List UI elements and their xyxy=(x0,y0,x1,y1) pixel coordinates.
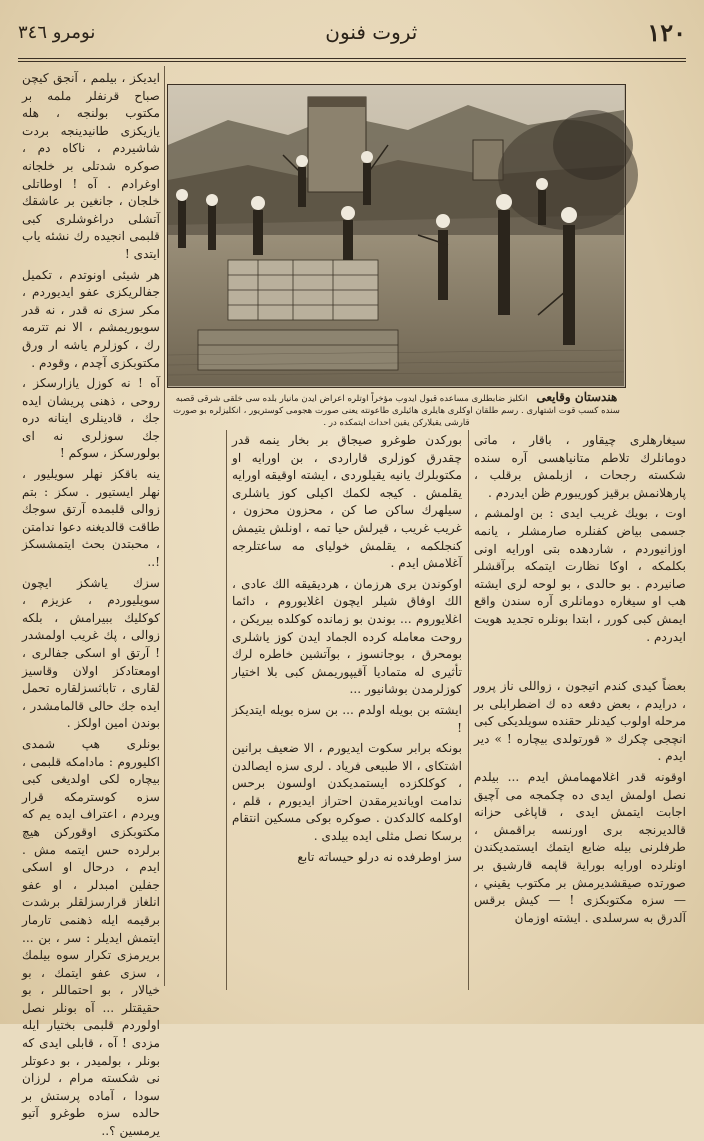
header-rule-thin xyxy=(18,61,686,62)
column-divider xyxy=(226,430,227,990)
text-column-left xyxy=(22,70,160,1139)
header-rule xyxy=(18,58,686,59)
text-column-middle xyxy=(232,432,462,1000)
paragraph: بوركدن طوغرو صيجاق بر بخار ينمه قدر چقدرق كوزلرى قاراردى ، بن اورايه او مكتوبلرك يانيه يقيلوردى ، ايشته اوقيقه اورايه يقلمش . كيجه لكمك اكيلى كوز ياشلرى سيلهرك ساكن صا كن ، محزون محزون ، غريب غريب ، قيرلش حيا تمه ، اونلش يتيمش كنجلكمه ، يقلمش خولياى مه ساعتلرجه آغلامش ايدم . xyxy=(232,433,462,571)
column-divider xyxy=(164,66,165,986)
running-title: ثروت فنون xyxy=(325,20,418,44)
paragraph: سز اوطرفده نه درلو حيساته تابع xyxy=(297,849,462,864)
paragraph: اوقونه قدر اغلامهمامش ايدم ... بيلدم نصل اولمش ايدى ده چكمجه مى آچيق اجابت ايتمش ايدى ، قاپاغى حزانه قالديرنجه برى اورنسه براقمش ، طرفلرنى بيله ضايع ايتمك ايستمديكندن اونلرده اورايه بوراية قاپمه قارشيق بر صورتده صيقشديرمش بر مكتوب يقيني ، — سزه مكتوبكزى ! — كيش برقس آلدرق به سرسلدى . ايشته اوزمان xyxy=(474,769,686,925)
issue-number: نومرو ٣٤٦ xyxy=(18,21,96,43)
engraving-image xyxy=(168,85,624,386)
paragraph: ينه باقكز نهلر سويليور ، نهلر ايستيور . سكز : بتم زوالى قلبمده آرتق سوجك طاقت قالديغنه دعوا ندامتن ، محبتدن بحث ايتمشسكز !.. xyxy=(22,467,160,570)
caption-title: هندستان وقايعى xyxy=(536,390,618,404)
caption-text: انكليز ضابطلرى مساعده قبول ايدوب مؤخراً اوتلره اعراض ايدن مانيار بلده سى خلقى شرقى قصبه سنده كسب قوت اشتهارى . رسم طلقان اوكلرى هايلرى هائيلرى طاعونته يعنى صورت هجومى كوستريور ، انكليزلره بو صورت قارشى يقيلاركن يقين احداث ايتمكده در . xyxy=(173,394,620,428)
page-number: ١٢٠ xyxy=(647,17,686,47)
paragraph: ايشته بن بويله اولدم ... بن سزه بويله ايتديكز ! xyxy=(232,702,462,735)
paragraph: ايديكز ، بيلمم ، آنجق كيچن صباح قرنفلر ملمه بر مكتوب بولنجه ، هله يازيكزى طانيدينجه بردت شاشيردم ، ناكاه دم ، صوكره شدتلى بر خلجانه اوغرادم . آه ! اوطاتلى خلجان ، جانغين بر عاشقك آتشلى دراغوشلرى كبى قلبمى انجيده رك نشئه ياب ايتدى ! xyxy=(22,71,160,261)
paragraph: بونلرى هپ شمدى اكليوروم : مادامكه قلبمى ، بيچاره لكى اولديغى كبى سزه كوسترمكه قرار ويردم ، اعتراف ايده يم كه مكتوبكزى اوقوركن هيچ برلرده حس ايتمه مش . ايدم ، درحال او اسكى جفلين امبدلر ، او عفو انلغاز قرارسزلقلر برشدت برقيمه ايله ذهنمى تارمار ايتمش ايديلر : سر ، بن ... بريرمزى تكرار سوه بيلمك ، سزى عفو ايتمك ، بو خيالار ، بو احتماللر ، بو حقيقتلر ... آه بونلر نصل اولوردم قلبمى بختيار ايله مزدى ! آه ، قابلى ايدى كه بونلر ، بولميدر ، بو دعوتلر نى شكسته مرام ، لرزان سودا ، آماده پرستش بر حالده سزه طوغرو آتيو يرمسين ؟.. xyxy=(22,736,160,1139)
paragraph: سيغارهلرى چيقاور ، باقار ، ماتى دومانلرك تلاطم متانياهسى آره سنده شكسته رجحات ، ازبلمش برقلب ، پارهلانمش برقيز كوريبورم ظن ايدردم . xyxy=(474,433,686,500)
paragraph: هر شيئى اونوتدم ، تكميل جفالريكزى عفو ايديوردم ، مكر سزى نه قدر ، نه قدر سويوريمشم ، الا نم تترمه رك ، كوزلرم ياشه ار ورق مكتوبكزى آچدم ، وقودم . xyxy=(22,267,160,370)
illustration-caption xyxy=(167,391,626,429)
paragraph: بونكه برابر سكوت ايديورم ، الا ضعيف برانين اشتكاى ، الا طبيعى فرياد . لرى سزه ايصالدن ، كوكلكزده ايستمديكدن اولسون برحس ندامت اويانديرمقدن احتراز ايديورم ، قلم ، اوكلمه كالدكدن . صوكره بوكى مسكين انتقام برسكا نصل مثلى ايده بيلدى . xyxy=(232,741,462,844)
paragraph: اوكوندن برى هرزمان ، هرديقيقه الك عادى ، الك اوفاق شيلر ايچون اغلايوروم ، دائما اغلايوروم ... بوندن بو زمانده كوكلده بيريكن ، روحت معامله كرده الجماد ايدن كوز ياشلرى بومحرق ، بوجانسوز ، بوآتشين خاطره لرك تأثيرى له متماديا آقيپوريمش كبى بلا اختيار كوزلرمدن بوشانيور ... xyxy=(232,576,462,697)
paragraph: سزك ياشكز ايچون سويليوردم ، عزيزم ، كوكليك ببيرامش ، بلكه زوالى ، پك غريب اولمشدر ! آرتق او اسكى جفالرى ، اومعتادكز اولان وقاسيز لقارى ، تاباثسزلقاره تحمل ايده جك حالى قالمامشدر ، بوندن امين اولكز . xyxy=(22,575,160,731)
text-column-right-bottom xyxy=(474,678,686,1000)
page-header xyxy=(18,10,686,54)
paragraph: اوت ، بويك غريب ايدى : بن اولمشم ، جسمى بياض كفنلره صارمشلر ، يانمه اوزانيوردم ، شاردهده بتى اورايه اونى بكلمكه ، اوكا نظارت ايتمكه برآقشلر صانيردم . بو حالدى ، بو لوحه لرى ايشته هب او سيغاره دومانلرى آره سندن واقع ايمش كبى كورر ، ابتدا بونلره تجديد هويت ايدردم . xyxy=(474,506,686,644)
paragraph: آه ! نه كوزل يازارسكز ، روحى ، ذهنى پريشان ايده جك ، قادينلرى اينانه دره جك سوزلرى نه اى بولورسكز ، سوكم ! xyxy=(22,376,160,461)
illustration-india-events xyxy=(167,84,626,388)
paragraph: بعضاً كيدى كندم اتيجون ، زواللى ناز پرور ، درايدم ، بعض دفعه ده ك اضطرابلى بر مرحله اولوب كيدنلر حقنده سويلديكى كبى انچجى چكرك « قورتولدى بيچاره ! » دير ايدم . xyxy=(474,679,686,764)
text-column-right-top xyxy=(474,432,686,677)
column-divider xyxy=(468,430,469,990)
